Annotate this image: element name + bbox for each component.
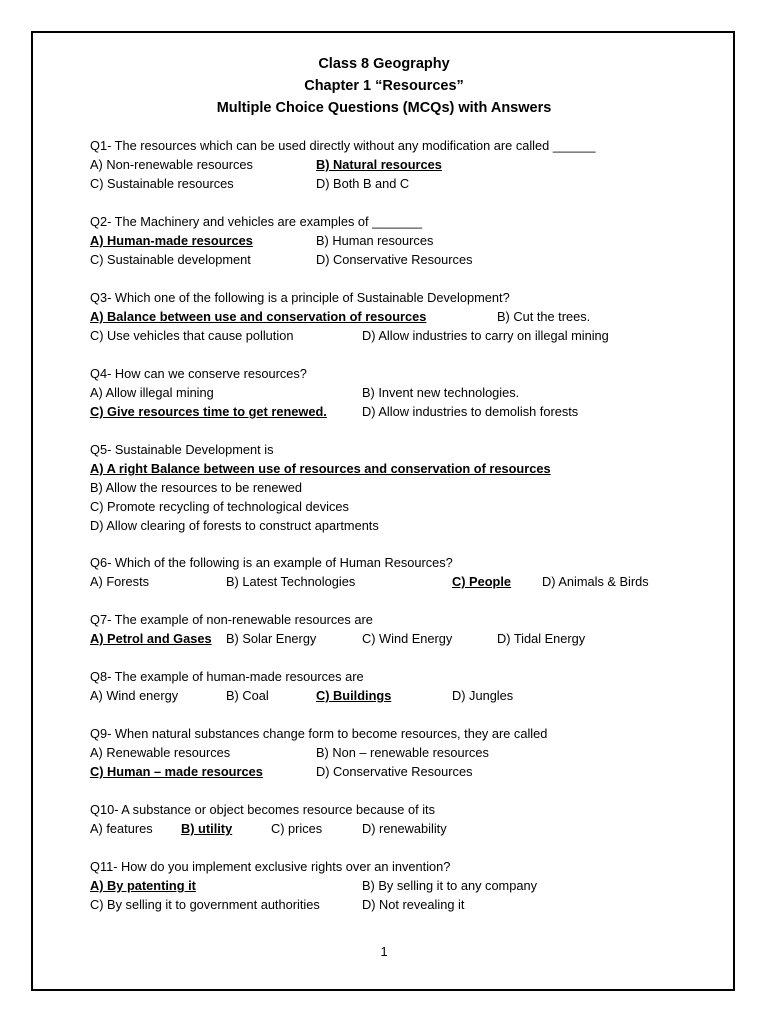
- question-text: Q7- The example of non-renewable resources are: [90, 612, 373, 627]
- answer-option: B) Invent new technologies.: [362, 385, 520, 400]
- answer-option: B) Cut the trees.: [497, 309, 591, 324]
- answer-option-correct: A) A right Balance between use of resources and conservation of resources: [90, 461, 551, 476]
- answer-option: D) Allow clearing of forests to construct apartments: [90, 518, 379, 533]
- answer-option: B) Allow the resources to be renewed: [90, 480, 302, 495]
- answer-option: C) Promote recycling of technological devices: [90, 499, 349, 514]
- answer-option: D) Allow industries to carry on illegal mining: [362, 328, 609, 343]
- answer-option-correct: C) Human – made resources: [90, 764, 263, 779]
- answer-option: B) Coal: [226, 688, 269, 703]
- answer-option: D) Conservative Resources: [316, 252, 473, 267]
- answer-option: C) Wind Energy: [362, 631, 453, 646]
- question-text: Q10- A substance or object becomes resource because of its: [90, 802, 435, 817]
- question-text: Q8- The example of human-made resources are: [90, 669, 364, 684]
- answer-option-correct: B) utility: [181, 821, 233, 836]
- answer-option-correct: A) Petrol and Gases: [90, 631, 212, 646]
- answer-option: D) Not revealing it: [362, 897, 465, 912]
- answer-option: A) Allow illegal mining: [90, 385, 214, 400]
- answer-option-correct: C) Give resources time to get renewed.: [90, 404, 327, 419]
- question-text: Q3- Which one of the following is a principle of Sustainable Development?: [90, 290, 510, 305]
- answer-option: A) Renewable resources: [90, 745, 231, 760]
- answer-option: C) By selling it to government authorities: [90, 897, 320, 912]
- answer-option: B) Latest Technologies: [226, 574, 356, 589]
- answer-option: D) Conservative Resources: [316, 764, 473, 779]
- answer-option: B) Human resources: [316, 233, 434, 248]
- answer-option: C) Use vehicles that cause pollution: [90, 328, 294, 343]
- answer-option: D) renewability: [362, 821, 447, 836]
- answer-option: D) Both B and C: [316, 176, 410, 191]
- answer-option: D) Tidal Energy: [497, 631, 586, 646]
- title-line-3: Multiple Choice Questions (MCQs) with Answers: [216, 100, 552, 116]
- question-text: Q4- How can we conserve resources?: [90, 366, 307, 381]
- answer-option: A) features: [90, 821, 153, 836]
- answer-option: A) Forests: [90, 574, 150, 589]
- answer-option: A) Wind energy: [90, 688, 179, 703]
- title-line-1: Class 8 Geography: [318, 56, 450, 72]
- answer-option: C) prices: [271, 821, 323, 836]
- question-text: Q9- When natural substances change form to become resources, they are called: [90, 726, 548, 741]
- question-text: Q1- The resources which can be used directly without any modification are called ______: [90, 138, 596, 153]
- answer-option-correct: C) Buildings: [316, 688, 392, 703]
- answer-option: A) Non-renewable resources: [90, 157, 253, 172]
- answer-option-correct: C) People: [452, 574, 512, 589]
- answer-option: B) Solar Energy: [226, 631, 317, 646]
- question-text: Q5- Sustainable Development is: [90, 442, 274, 457]
- answer-option: D) Animals & Birds: [542, 574, 649, 589]
- answer-option-correct: A) By patenting it: [90, 878, 196, 893]
- page-number: 1: [380, 944, 388, 959]
- answer-option-correct: A) Human-made resources: [90, 233, 253, 248]
- answer-option-correct: A) Balance between use and conservation of resources: [90, 309, 427, 324]
- answer-option: C) Sustainable resources: [90, 176, 234, 191]
- question-text: Q6- Which of the following is an example of Human Resources?: [90, 555, 453, 570]
- question-text: Q2- The Machinery and vehicles are examples of _______: [90, 214, 422, 229]
- answer-option: D) Jungles: [452, 688, 514, 703]
- question-text: Q11- How do you implement exclusive rights over an invention?: [90, 859, 451, 874]
- answer-option: C) Sustainable development: [90, 252, 251, 267]
- answer-option: B) By selling it to any company: [362, 878, 537, 893]
- answer-option: D) Allow industries to demolish forests: [362, 404, 579, 419]
- answer-option: B) Non – renewable resources: [316, 745, 489, 760]
- answer-option-correct: B) Natural resources: [316, 157, 442, 172]
- title-line-2: Chapter 1 “Resources”: [304, 78, 464, 94]
